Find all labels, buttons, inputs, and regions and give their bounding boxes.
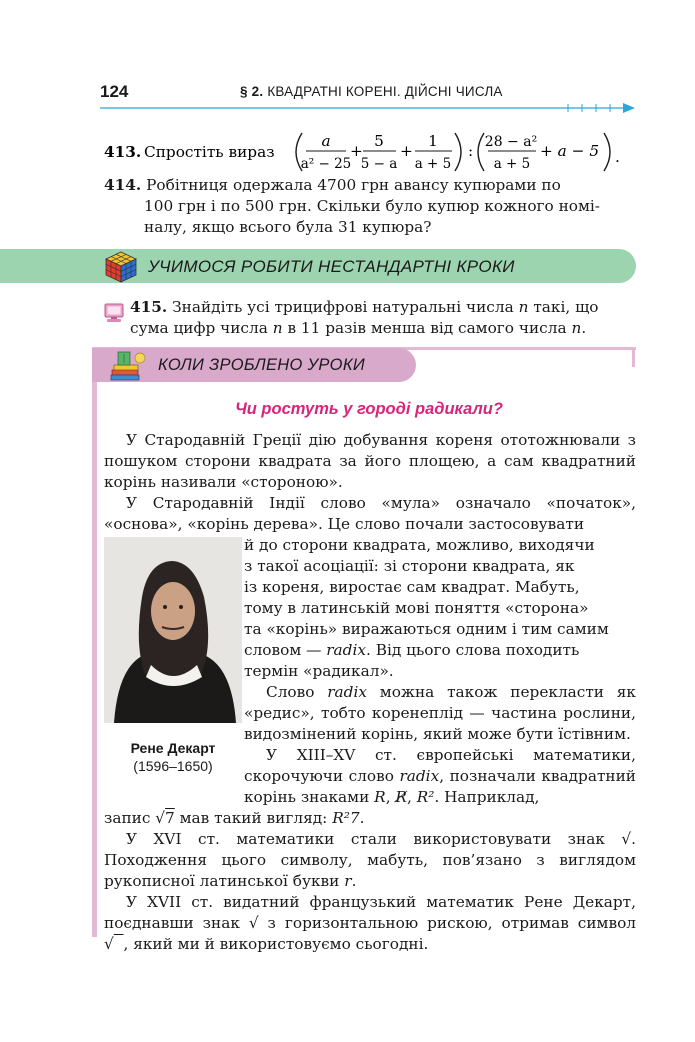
article-para-2: У Стародавній Індії слово «мула» означало «початок», «основа», «корінь дерева». Це слово почали застосовувати <box>104 494 636 533</box>
wrap-line-4: тому в латинській мові поняття «сторона» <box>244 599 589 617</box>
plus-1: + <box>350 142 363 160</box>
article-para-1: У Стародавній Греції дію добування кореня ототожнювали з пошуком сторони квадрата за його площею, а сам квадратний корінь називали «стороною». <box>104 431 636 491</box>
wrap-line-5: та «корінь» виражаються одним і тим самим <box>244 620 609 638</box>
tail: + a − 5 <box>540 142 600 160</box>
R2-7: R²7. <box>332 809 365 827</box>
problem-414-line1: Робітниця одержала 4700 грн авансу купюрами по <box>146 176 561 194</box>
wrap-line-6-b: . Від цього слова походить <box>366 641 580 659</box>
para-3-radix: radix <box>327 683 367 701</box>
problem-414-line2: 100 грн і по 500 грн. Скільки було купюр кожного номі- <box>144 197 600 215</box>
section-mark: § 2. <box>240 84 264 99</box>
wrap-line-3: із кореня, виростає сам квадрат. Мабуть, <box>244 578 580 596</box>
problem-413-formula <box>104 130 634 174</box>
descartes-portrait <box>104 537 242 723</box>
f2-num: 5 <box>374 132 384 150</box>
portrait-caption-years: (1596–1650) <box>133 758 213 774</box>
wrap-line-2: з такої асоціації: зі сторони квадрата, як <box>244 557 575 575</box>
problem-415-line2a: сума цифр числа <box>130 319 268 337</box>
para-4-b: , позначали квадратний корінь знаками <box>244 767 636 806</box>
para-4-c: . Наприклад, <box>434 788 540 806</box>
header-arrow-line <box>100 102 635 114</box>
problem-414 <box>104 175 644 238</box>
f3-den: a + 5 <box>414 156 452 172</box>
problem-413 <box>104 130 664 170</box>
radix-word: radix <box>326 641 366 659</box>
section-title <box>240 84 503 99</box>
banner-after-lessons-title: КОЛИ ЗРОБЛЕНО УРОКИ <box>158 356 365 374</box>
para-3-b: можна також перекласти як «редис», тобто коренеплід — частина рослини, видозмінений корінь, який може бути їстівним. <box>244 683 636 743</box>
para-6-b: , який ми й використовуємо сьогодні. <box>123 935 429 953</box>
article-para-6 <box>104 892 636 955</box>
portrait-caption-name: Рене Декарт <box>130 740 216 756</box>
sqrt-7: 7 <box>165 809 175 827</box>
problem-415-var-n: n <box>518 298 529 316</box>
rubiks-cube-icon <box>104 250 138 284</box>
article-para-3 <box>244 682 636 745</box>
computer-icon <box>103 302 125 324</box>
f4-num: 28 − a² <box>484 134 538 150</box>
article-title: Чи ростуть у городі радикали? <box>235 400 503 418</box>
para-4-a: У XIII–XV ст. європейські математики, скорочуючи слово <box>244 746 636 785</box>
para-4-line-b: мав такий вигляд: <box>179 809 328 827</box>
colon: : <box>468 142 474 160</box>
f4-den: a + 5 <box>493 156 531 172</box>
problem-415-var-n-3: n <box>571 319 582 337</box>
sqrt-with-bar: √ <box>104 935 114 953</box>
para-3-a: Слово <box>266 683 315 701</box>
problem-415-line2b: в 11 разів менша від самого числа <box>287 319 567 337</box>
formula-end: . <box>615 148 620 166</box>
wrap-line-6-a: словом — <box>244 641 322 659</box>
banner-nonstandard-title: УЧИМОСЯ РОБИТИ НЕСТАНДАРТНІ КРОКИ <box>148 257 515 276</box>
f3-num: 1 <box>428 132 438 150</box>
symbol-R2: R² <box>416 788 435 806</box>
problem-413-text: Спростіть вираз <box>144 143 275 161</box>
article-para-5 <box>104 829 636 892</box>
para-5-dot: . <box>351 872 357 890</box>
wrap-line-1: й до сторони квадрата, можливо, виходячи <box>244 536 595 554</box>
problem-413-number: 413. <box>104 143 142 161</box>
para-4-line-a: запис <box>104 809 151 827</box>
problem-415-line1b: такі, що <box>533 298 599 316</box>
article-para-4: У XIII–XV ст. європейські математики, скорочуючи слово radix, позначали квадратний корінь знаками R, R̸, R². Наприклад, <box>244 746 636 806</box>
f1-num: a <box>321 132 331 150</box>
sqrt-symbol: √ <box>155 809 166 827</box>
plus-2: + <box>400 142 413 160</box>
para-5-text: У XVI ст. математики стали використовувати знак √. Походження цього символу, мабуть, пов’язано з виглядом рукописної латинської букви <box>104 830 636 890</box>
r-letter: r <box>344 872 352 890</box>
para-4-radix: radix <box>399 767 440 785</box>
problem-415-var-n-2: n <box>272 319 283 337</box>
page-number: 124 <box>100 82 129 101</box>
problem-414-number: 414. <box>104 176 142 194</box>
problem-415 <box>130 297 640 339</box>
f1-den: a² − 25 <box>300 156 352 172</box>
problem-415-end: . <box>581 319 587 337</box>
books-icon <box>108 348 148 382</box>
pink-section-border-right <box>632 347 635 367</box>
problem-414-line3: налу, якщо всього була 31 купюра? <box>144 218 432 236</box>
wrap-line-6 <box>244 640 636 661</box>
f2-den: 5 − a <box>360 156 398 172</box>
symbol-Rx: R̸ <box>395 788 407 806</box>
wrap-line-7: термін «радикал». <box>244 662 394 680</box>
para-6-a: У XVII ст. видатний французький математик Рене Декарт, поєднавши знак √ з горизонтальною рискою, отримав символ <box>104 893 636 932</box>
symbol-R: R <box>374 788 386 806</box>
problem-415-number: 415. <box>130 298 168 316</box>
article-para-4-line <box>104 808 636 829</box>
problem-415-line1a: Знайдіть усі трицифрові натуральні числа <box>172 298 514 316</box>
section-title-text: КВАДРАТНІ КОРЕНІ. ДІЙСНІ ЧИСЛА <box>267 84 503 99</box>
pink-section-border-left <box>92 347 97 937</box>
